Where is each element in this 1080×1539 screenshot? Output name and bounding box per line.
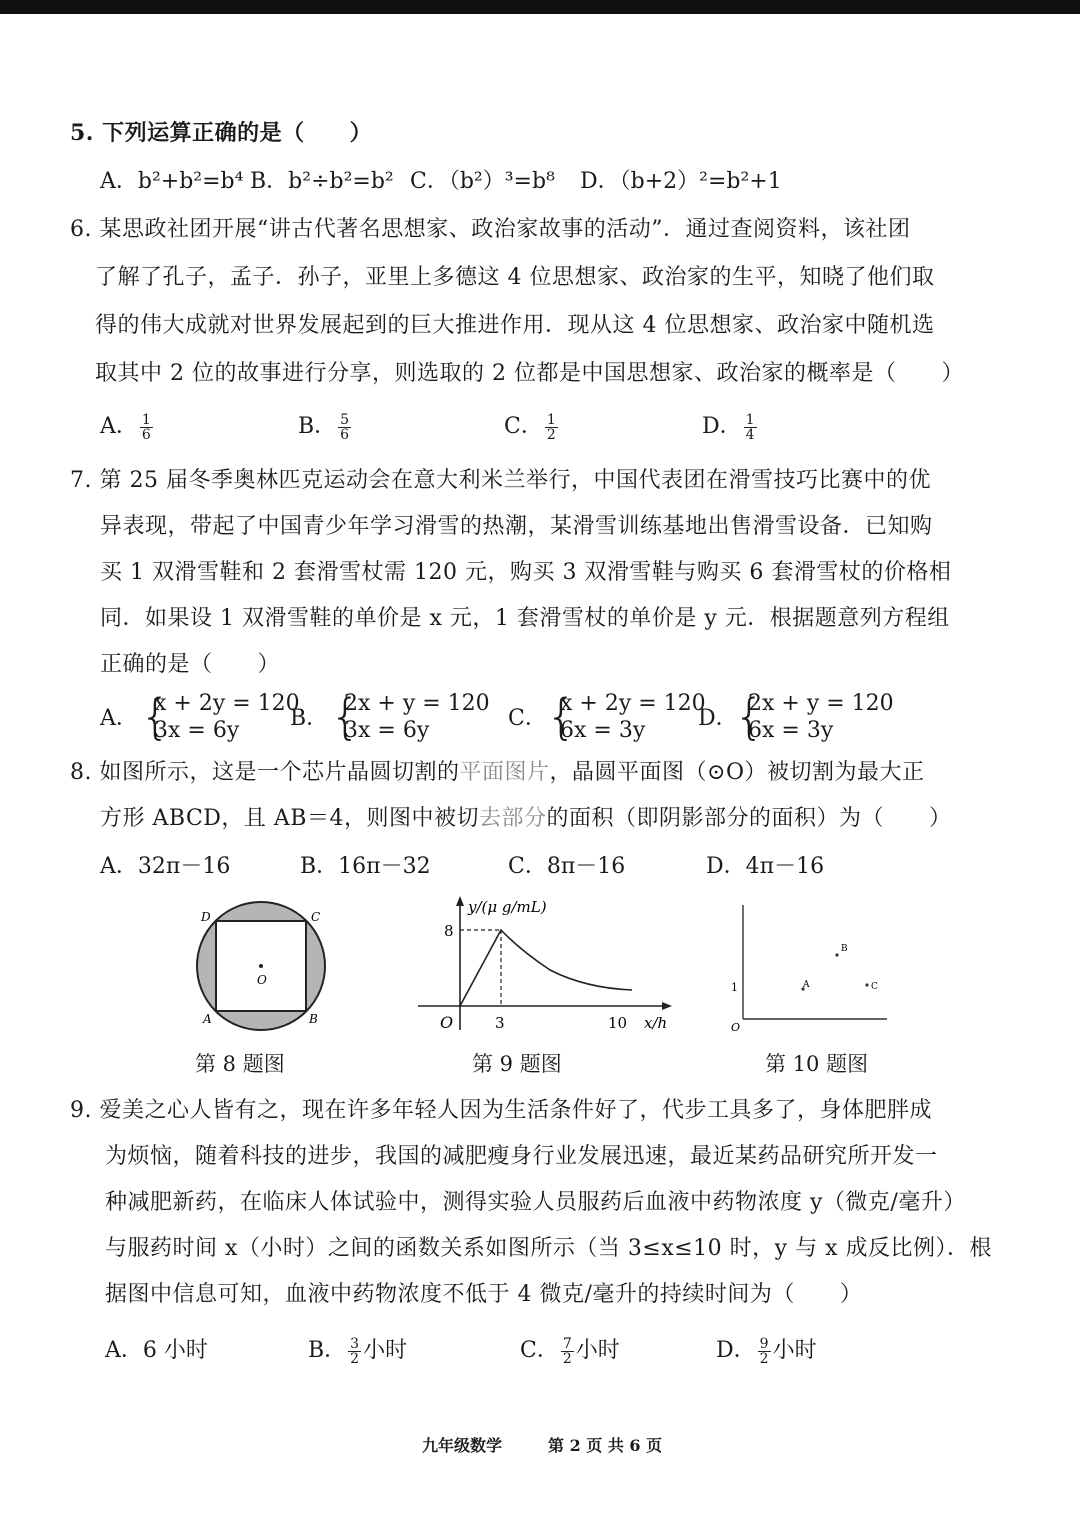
q8-line-1-b: 平面图片 bbox=[459, 760, 550, 785]
fig9-y-tick-8: 8 bbox=[444, 922, 454, 940]
fig8-center-dot bbox=[259, 964, 263, 968]
q6-line-2: 了解了孔子，孟子．孙子，亚里上多德这 4 位思想家、政治家的生平，知晓了他们取 bbox=[95, 265, 935, 290]
q7-option-c-eq2: 6x = 3y bbox=[560, 718, 646, 743]
q9-line-2: 为烦恼，随着科技的进步，我国的减肥瘦身行业发展迅速，最近某药品研究所开发一 bbox=[105, 1144, 938, 1169]
q9-option-d bbox=[716, 1336, 817, 1366]
q7-option-b-eq2: 3x = 6y bbox=[344, 718, 430, 743]
q7-option-d-eq1: 2x + y = 120 bbox=[748, 691, 894, 716]
q6-line-1: 6. 某思政社团开展“讲古代著名思想家、政治家故事的活动”．通过查阅资料，该社团 bbox=[70, 217, 911, 242]
q8-line-2-a: 方形 ABCD，且 AB＝4，则图中被切 bbox=[100, 806, 479, 831]
q9-option-c-label: C． bbox=[520, 1338, 559, 1363]
q5-option-d: D．（b+2）²=b²+1 bbox=[580, 169, 782, 194]
q8-line-2-c: 的面积（即阴影部分的面积）为（ ） bbox=[546, 806, 952, 831]
fig10-y-tick-1: 1 bbox=[731, 981, 738, 994]
q8-line-2-b: 去部分 bbox=[478, 806, 547, 831]
q6-option-b-den: 6 bbox=[340, 426, 350, 443]
q9-option-b-den: 2 bbox=[350, 1350, 360, 1367]
q6-option-d-den: 4 bbox=[745, 426, 755, 443]
q8-line-1-c: ，晶圆平面图（⊙O）被切割为最大正 bbox=[549, 760, 925, 785]
q6-option-d-label: D． bbox=[702, 414, 742, 439]
q6-option-c-den: 2 bbox=[546, 426, 556, 443]
q9-option-d-label: D． bbox=[716, 1338, 756, 1363]
q9-option-c-fraction bbox=[561, 1337, 574, 1366]
q5-option-b: B．b²÷b²=b² bbox=[250, 169, 394, 194]
q7-option-d-system bbox=[734, 690, 894, 746]
fig9-x-tick-3: 3 bbox=[495, 1014, 505, 1032]
fig9-origin: O bbox=[440, 1013, 454, 1032]
q9-option-d-unit: 小时 bbox=[772, 1338, 817, 1363]
q9-line-5: 据图中信息可知，血液中药物浓度不低于 4 微克/毫升的持续时间为（ ） bbox=[105, 1282, 863, 1307]
q7-option-a-eq2: 3x = 6y bbox=[154, 718, 240, 743]
q7-option-a-system bbox=[140, 690, 300, 746]
q9-option-c bbox=[520, 1336, 620, 1366]
q8-option-c: C．8π－16 bbox=[508, 854, 626, 879]
figure-9 bbox=[410, 890, 680, 1040]
q9-option-b-num: 3 bbox=[350, 1335, 360, 1352]
fig8-label-a: A bbox=[203, 1012, 212, 1026]
q7-line-3: 买 1 双滑雪鞋和 2 套滑雪杖需 120 元，购买 3 双滑雪鞋与购买 6 套滑雪杖的价格相 bbox=[100, 560, 952, 585]
q7-option-d-equations bbox=[748, 690, 894, 744]
q6-option-c-num: 1 bbox=[546, 411, 556, 428]
q7-line-1: 7. 第 25 届冬季奥林匹克运动会在意大利米兰举行，中国代表团在滑雪技巧比赛中的优 bbox=[70, 468, 931, 493]
q7-option-b-brace: { bbox=[330, 689, 361, 745]
fig9-caption: 第 9 题图 bbox=[472, 1052, 562, 1076]
q9-option-c-num: 7 bbox=[562, 1335, 572, 1352]
footer-subject: 九年级数学 bbox=[422, 1436, 503, 1455]
q6-option-d bbox=[702, 412, 759, 442]
q7-line-5: 正确的是（ ） bbox=[100, 652, 281, 677]
fig10-label-c: C bbox=[871, 982, 878, 992]
fig8-label-o: O bbox=[257, 973, 267, 987]
q5-option-a: A．b²+b²=b⁴ bbox=[100, 169, 244, 194]
fig10-point-b bbox=[835, 953, 838, 956]
q7-option-b-system bbox=[330, 690, 490, 746]
fig9-x-arrow bbox=[662, 1002, 672, 1010]
q6-option-d-fraction bbox=[744, 413, 757, 442]
q6-option-b-label: B． bbox=[298, 414, 337, 439]
q7-option-c-equations bbox=[560, 690, 706, 744]
q9-option-b-label: B． bbox=[308, 1338, 347, 1363]
q6-line-4: 取其中 2 位的故事进行分享，则选取的 2 位都是中国思想家、政治家的概率是（ ） bbox=[95, 361, 964, 386]
fig9-y-arrow bbox=[456, 896, 464, 906]
q9-option-a: A．6 小时 bbox=[105, 1338, 208, 1363]
fig8-caption: 第 8 题图 bbox=[195, 1052, 285, 1076]
footer-page-number: 第 2 页 共 6 页 bbox=[548, 1436, 663, 1455]
fig10-caption: 第 10 题图 bbox=[765, 1052, 869, 1076]
q6-option-a-den: 6 bbox=[141, 426, 151, 443]
q7-option-a-label: A． bbox=[100, 706, 138, 731]
q6-option-b bbox=[298, 412, 353, 442]
q9-option-d-num: 9 bbox=[759, 1335, 769, 1352]
fig10-label-b: B bbox=[841, 944, 848, 954]
fig10-origin: O bbox=[731, 1021, 741, 1034]
fig8-label-c: C bbox=[311, 910, 321, 924]
q9-option-d-den: 2 bbox=[759, 1350, 769, 1367]
q8-line-2 bbox=[100, 804, 952, 834]
q6-option-c-fraction bbox=[545, 413, 558, 442]
q9-option-c-unit: 小时 bbox=[575, 1338, 620, 1363]
fig9-y-label: y/(μ g/mL) bbox=[468, 898, 547, 916]
q6-option-a-fraction bbox=[140, 413, 153, 442]
q7-option-c-eq1: x + 2y = 120 bbox=[560, 691, 706, 716]
fig10-point-c bbox=[865, 983, 868, 986]
fig10-label-a: A bbox=[803, 980, 810, 990]
q7-option-d-brace: { bbox=[734, 689, 765, 745]
figure-10 bbox=[725, 895, 895, 1040]
q7-option-b-label: B． bbox=[290, 706, 329, 731]
q7-option-a-eq1: x + 2y = 120 bbox=[154, 691, 300, 716]
fig8-label-b: B bbox=[309, 1012, 318, 1026]
fig9-x-tick-10: 10 bbox=[608, 1014, 628, 1032]
q8-option-b: B．16π－32 bbox=[300, 854, 431, 879]
q6-option-a-label: A． bbox=[100, 414, 138, 439]
q9-line-3: 种减肥新药，在临床人体试验中，测得实验人员服药后血液中药物浓度 y（微克/毫升） bbox=[105, 1190, 966, 1215]
q6-option-b-num: 5 bbox=[340, 411, 350, 428]
q5-stem: 5. 下列运算正确的是（ ） bbox=[70, 120, 373, 146]
fig9-curve bbox=[460, 930, 632, 1006]
q8-option-d: D．4π－16 bbox=[706, 854, 825, 879]
q6-line-3: 得的伟大成就对世界发展起到的巨大推进作用．现从这 4 位思想家、政治家中随机选 bbox=[95, 313, 935, 338]
q7-line-2: 异表现，带起了中国青少年学习滑雪的热潮，某滑雪训练基地出售滑雪设备．已知购 bbox=[100, 514, 933, 539]
fig8-label-d: D bbox=[201, 910, 211, 924]
q8-option-a: A．32π－16 bbox=[100, 854, 231, 879]
q9-line-4: 与服药时间 x（小时）之间的函数关系如图所示（当 3≤x≤10 时，y 与 x 成反比例）．根 bbox=[105, 1236, 992, 1261]
q6-option-c bbox=[504, 412, 560, 442]
q6-option-a-num: 1 bbox=[141, 411, 151, 428]
q9-option-c-den: 2 bbox=[562, 1350, 572, 1367]
figure-8 bbox=[185, 895, 345, 1040]
q6-option-d-num: 1 bbox=[745, 411, 755, 428]
q6-option-b-fraction bbox=[338, 413, 351, 442]
q6-option-a bbox=[100, 412, 155, 442]
q7-option-b-equations bbox=[344, 690, 490, 744]
q9-option-b-unit: 小时 bbox=[363, 1338, 408, 1363]
q9-line-1: 9. 爱美之心人皆有之，现在许多年轻人因为生活条件好了，代步工具多了，身体肥胖成 bbox=[70, 1098, 932, 1123]
q5-option-c: C．（b²）³=b⁸ bbox=[410, 169, 555, 194]
q8-line-1-a: 8. 如图所示，这是一个芯片晶圆切割的 bbox=[70, 760, 460, 785]
q7-option-c-system bbox=[546, 690, 706, 746]
q7-option-b-eq1: 2x + y = 120 bbox=[344, 691, 490, 716]
q7-option-c-label: C． bbox=[508, 706, 547, 731]
q7-option-a-equations bbox=[154, 690, 300, 744]
q8-line-1 bbox=[70, 758, 925, 788]
q7-option-a-brace: { bbox=[140, 689, 171, 745]
q9-option-d-fraction bbox=[758, 1337, 771, 1366]
q9-option-b bbox=[308, 1336, 407, 1366]
q9-option-b-fraction bbox=[348, 1337, 361, 1366]
q7-option-d-label: D． bbox=[698, 706, 738, 731]
q6-option-c-label: C． bbox=[504, 414, 543, 439]
fig9-x-label: x/h bbox=[644, 1014, 668, 1032]
q7-option-c-brace: { bbox=[546, 689, 577, 745]
q7-line-4: 同．如果设 1 双滑雪鞋的单价是 x 元，1 套滑雪杖的单价是 y 元．根据题意列方程组 bbox=[100, 606, 950, 631]
q7-option-d-eq2: 6x = 3y bbox=[748, 718, 834, 743]
